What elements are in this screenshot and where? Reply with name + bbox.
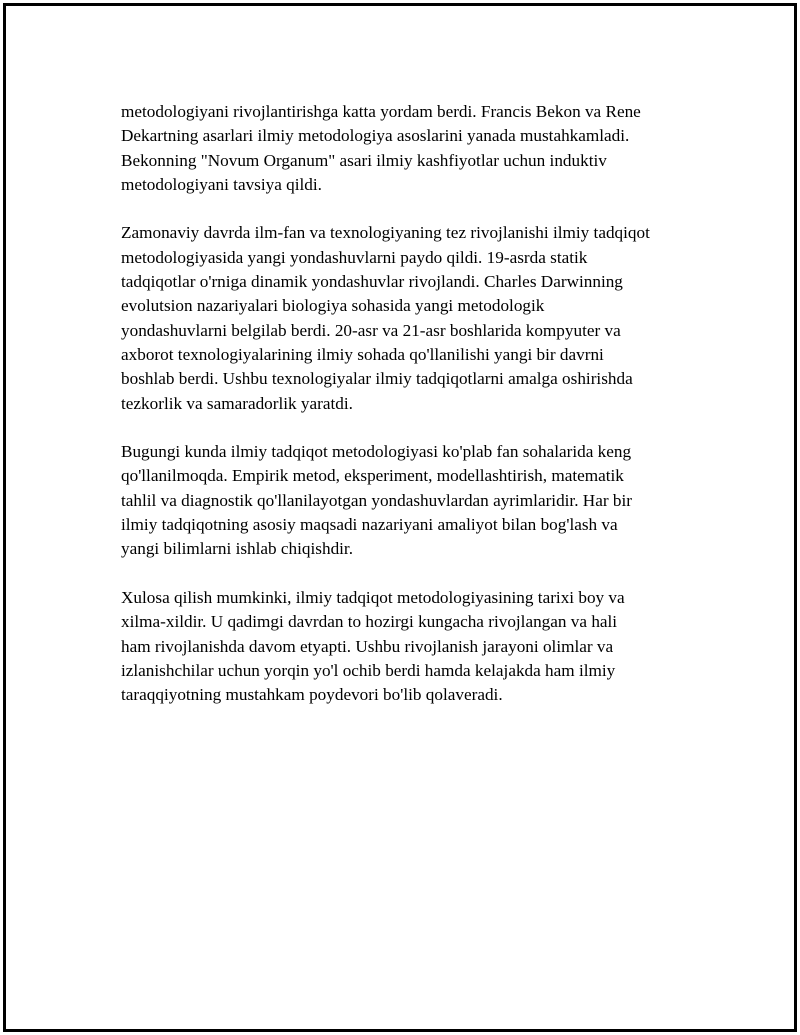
text-line: Bekonning "Novum Organum" asari ilmiy kashfiyotlar uchun induktiv <box>121 150 607 170</box>
text-line: ilmiy tadqiqotning asosiy maqsadi nazariyani amaliyot bilan bog'lash va <box>121 515 618 535</box>
text-line: izlanishchilar uchun yorqin yo'l ochib berdi hamda kelajakda ham ilmiy <box>121 660 616 680</box>
text-line: Dekartning asarlari ilmiy metodologiya asoslarini yanada mustahkamladi. <box>121 126 630 146</box>
text-line: metodologiyani tavsiya qildi. <box>121 174 322 194</box>
text-line: ham rivojlanishda davom etyapti. Ushbu rivojlanish jarayoni olimlar va <box>121 636 614 656</box>
text-line: tahlil va diagnostik qo'llanilayotgan yondashuvlardan ayrimlaridir. Har bir <box>121 490 632 510</box>
text-line: yondashuvlarni belgilab berdi. 20-asr va 21-asr boshlarida kompyuter va <box>121 320 621 340</box>
paragraph-3 <box>121 440 706 561</box>
document-body <box>121 100 706 732</box>
paragraph-2 <box>121 221 706 415</box>
text-line: evolutsion nazariyalari biologiya sohasida yangi metodologik <box>121 296 545 316</box>
text-line: metodologiyasida yangi yondashuvlarni paydo qildi. 19-asrda statik <box>121 247 588 267</box>
text-line: taraqqiyotning mustahkam poydevori bo'lib qolaveradi. <box>121 685 503 705</box>
text-line: tezkorlik va samaradorlik yaratdi. <box>121 393 353 413</box>
text-line: Zamonaviy davrda ilm-fan va texnologiyaning tez rivojlanishi ilmiy tadqiqot <box>121 223 650 243</box>
text-line: tadqiqotlar o'rniga dinamik yondashuvlar rivojlandi. Charles Darwinning <box>121 272 623 292</box>
text-line: axborot texnologiyalarining ilmiy sohada qo'llanilishi yangi bir davrni <box>121 344 604 364</box>
text-line: yangi bilimlarni ishlab chiqishdir. <box>121 539 354 559</box>
text-line: Bugungi kunda ilmiy tadqiqot metodologiyasi ko'plab fan sohalarida keng <box>121 442 632 462</box>
text-line: boshlab berdi. Ushbu texnologiyalar ilmiy tadqiqotlarni amalga oshirishda <box>121 369 633 389</box>
text-line: metodologiyani rivojlantirishga katta yordam berdi. Francis Bekon va Rene <box>121 102 641 121</box>
text-line: Xulosa qilish mumkinki, ilmiy tadqiqot metodologiyasining tarixi boy va <box>121 587 625 607</box>
text-line: qo'llanilmoqda. Empirik metod, eksperiment, modellashtirish, matematik <box>121 466 624 486</box>
page-border <box>3 3 797 1032</box>
text-line: xilma-xildir. U qadimgi davrdan to hozirgi kungacha rivojlangan va hali <box>121 612 618 632</box>
paragraph-1 <box>121 100 706 197</box>
paragraph-4 <box>121 586 706 707</box>
